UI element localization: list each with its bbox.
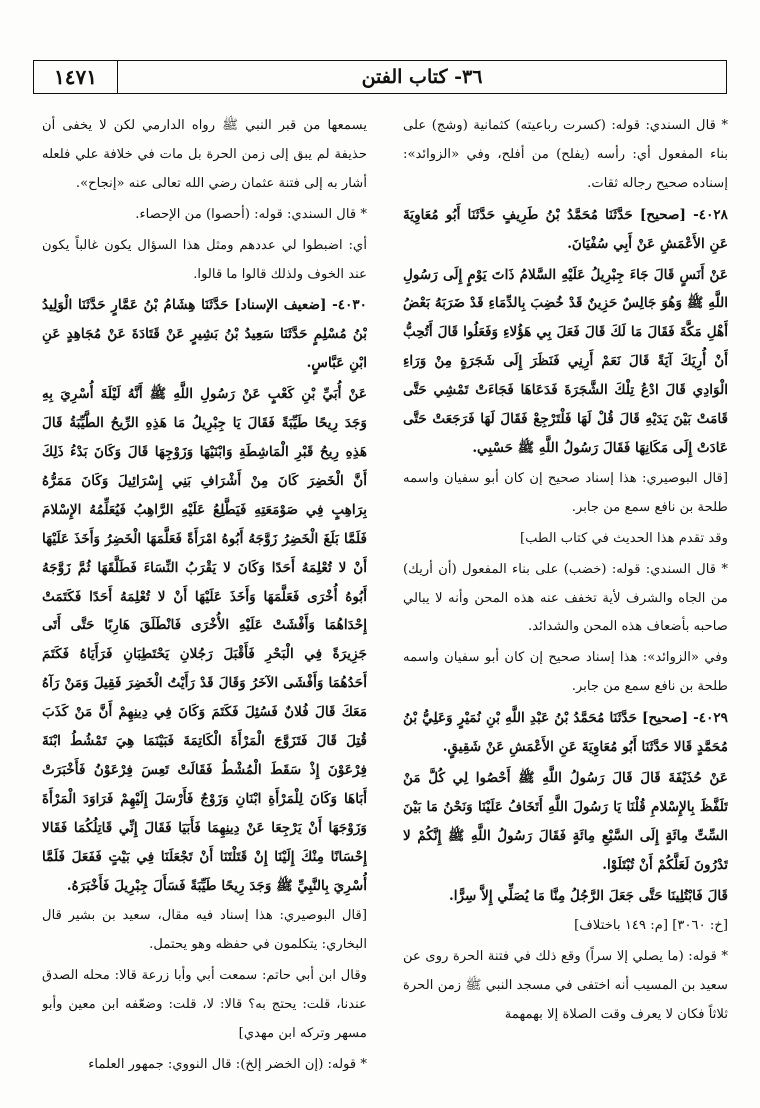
paragraph: وقال ابن أبي حاتم: سمعت أبي وأبا زرعة قالا: محله الصدق عندنا، قلت: يحتج به؟ قالا: لا، قلت: وضعّفه ابن معين وأبو مسهر وتركه ابن مهدي]	[42, 968, 367, 1042]
paragraph: قَالَ فَابْتُلِينَا حَتَّى جَعَلَ الرَّجُلُ مِنَّا مَا يُصَلِّي إِلاَّ سِرًّا.	[449, 887, 728, 904]
paragraph: ٤٠٢٩- [صحيح] حَدَّثَنَا مُحَمَّدُ بْنُ عَبْدِ اللَّهِ بْنِ نُمَيْرٍ وَعَلِيُّ بْنُ مُحَمَّدٍ قَالا حَدَّثَنَا أَبُو مُعَاوِيَةَ عَنِ الأَعْمَشِ عَنْ شَقِيقٍ.	[403, 710, 728, 756]
paragraph: * قال السندي: قوله: (أحصوا) من الإحصاء.	[135, 206, 367, 222]
paragraph: عَنْ حُذَيْفَةَ قَالَ قَالَ رَسُولُ اللَّهِ ﷺ أَحْصُوا لِي كُلَّ مَنْ تَلَفَّظَ بِالإِسْلامِ قُلْنَا يَا رَسُولَ اللَّهِ أَتَخَافُ عَلَيْنَا وَنَحْنُ مَا بَيْنَ السِّتِّ مِائَةٍ إِلَى السَّبْعِ مِائَةٍ فَقَالَ رَسُولُ اللَّهِ ﷺ إِنَّكُمْ لا تَدْرُونَ لَعَلَّكُمْ أَنْ تُبْتَلَوْا.	[403, 769, 728, 873]
paragraph: عَنْ أُبَيِّ بْنِ كَعْبٍ عَنْ رَسُولِ اللَّهِ ﷺ أَنَّهُ لَيْلَةَ أُسْرِيَ بِهِ وَجَدَ رِيحًا طَيِّبَةً فَقَالَ يَا جِبْرِيلُ مَا هَذِهِ الرِّيحُ الطَّيِّبَةُ قَالَ هَذِهِ رِيحُ قَبْرِ الْمَاشِطَةِ وَابْنَيْهَا وَزَوْجِهَا قَالَ وَكَانَ بَدْءُ ذَلِكَ أَنَّ الْخَضِرَ كَانَ مِنْ أَشْرَافِ بَنِي إِسْرَائِيلَ وَكَانَ مَمَرُّهُ بِرَاهِبٍ فِي صَوْمَعَتِهِ فَيَطَّلِعُ عَلَيْهِ الرَّاهِبُ فَيُعَلِّمُهُ الإِسْلامَ فَلَمَّا بَلَغَ الْخَضِرُ زَوَّجَهُ أَبُوهُ امْرَأَةً فَعَلَّمَهَا الْخَضِرُ وَأَخَذَ عَلَيْهَا أَنْ لا تُعْلِمَهُ أَحَدًا وَكَانَ لا يَقْرَبُ النِّسَاءَ فَطَلَّقَهَا ثُمَّ زَوَّجَهُ أَبُوهُ أُخْرَى فَعَلَّمَهَا وَأَخَذَ عَلَيْهَا أَنْ لا تُعْلِمَهُ أَحَدًا فَكَتَمَتْ إِحْدَاهُمَا وَأَفْشَتْ عَلَيْهِ الأُخْرَى فَانْطَلَقَ هَارِبًا حَتَّى أَتَى جَزِيرَةً فِي الْبَحْرِ فَأَقْبَلَ رَجُلانِ يَحْتَطِبَانِ فَرَأَيَاهُ فَكَتَمَ أَحَدُهُمَا وَأَفْشَى الآخَرُ وَقَالَ قَدْ رَأَيْتُ الْخَضِرَ فَقِيلَ وَمَنْ رَآهُ مَعَكَ قَالَ فُلانٌ فَسُئِلَ فَكَتَمَ وَكَانَ فِي دِينِهِمْ أَنَّ مَنْ كَذَبَ قُتِلَ قَالَ فَتَزَوَّجَ الْمَرْأَةَ الْكَاتِمَةَ فَبَيْنَمَا هِيَ تَمْشُطُ ابْنَةَ فِرْعَوْنَ إِذْ سَقَطَ الْمُشْطُ فَقَالَتْ تَعِسَ فِرْعَوْنُ فَأَخْبَرَتْ أَبَاهَا وَكَانَ لِلْمَرْأَةِ ابْنَانِ وَزَوْجٌ فَأَرْسَلَ إِلَيْهِمْ فَرَاوَدَ الْمَرْأَةَ وَزَوْجَهَا أَنْ يَرْجِعَا عَنْ دِينِهِمَا فَأَبَيَا فَقَالَ إِنِّي قَاتِلُكُمَا فَقَالا إِحْسَانًا مِنْكَ إِلَيْنَا إِنْ قَتَلْتَنَا أَنْ تَجْعَلَنَا فِي بَيْتٍ فَفَعَلَ فَلَمَّا أُسْرِيَ بِالنَّبِيِّ ﷺ وَجَدَ رِيحًا طَيِّبَةً فَسَأَلَ جِبْرِيلَ فَأَخْبَرَهُ.	[42, 386, 367, 894]
page-number: ١٤٧١	[34, 61, 118, 93]
paragraph: أي: اضبطوا لي عددهم ومثل هذا السؤال يكون غالباً يكون عند الخوف ولذلك قالوا ما قالوا.	[42, 237, 367, 282]
left-column	[42, 112, 367, 1078]
paragraph: * قوله: (ما يصلي إلا سراً) وقع ذلك في فتنة الحرة روى عن سعيد بن المسيب أنه اختفى في مسجد النبي ﷺ زمن الحرة ثلاثاً فكان لا يعرف وقت الصلاة إلا بهمهمة	[403, 949, 728, 1023]
paragraph: * قال السندي: قوله: (خضب) على بناء المفعول (أن أريك) من الجاه والشرف لأية تخفف عنه هذه المحن وأنه لا يبالي صاحبه بأضعاف هذه المحن والشدائد.	[403, 561, 728, 635]
page-header	[33, 60, 727, 94]
paragraph: [قال البوصيري: هذا إسناد فيه مقال، سعيد بن بشير قال البخاري: يتكلمون في حفظه وهو يحتمل.	[42, 908, 367, 953]
paragraph: عَنْ أَنَسٍ قَالَ جَاءَ جِبْرِيلُ عَلَيْهِ السَّلامُ ذَاتَ يَوْمٍ إِلَى رَسُولِ اللَّهِ ﷺ وَهُوَ جَالِسٌ حَزِينٌ قَدْ خُضِبَ بِالدِّمَاءِ قَدْ ضَرَبَهُ بَعْضُ أَهْلِ مَكَّةَ فَقَالَ مَا لَكَ قَالَ فَعَلَ بِي هَؤُلاءِ وَفَعَلُوا قَالَ أَتُحِبُّ أَنْ أُرِيَكَ آيَةً قَالَ نَعَمْ أَرِنِي فَنَظَرَ إِلَى شَجَرَةٍ مِنْ وَرَاءِ الْوَادِي قَالَ ادْعُ تِلْكَ الشَّجَرَةَ فَدَعَاهَا فَجَاءَتْ تَمْشِي حَتَّى قَامَتْ بَيْنَ يَدَيْهِ قَالَ قُلْ لَهَا فَلْتَرْجِعْ فَقَالَ لَهَا فَرَجَعَتْ حَتَّى عَادَتْ إِلَى مَكَانِهَا فَقَالَ رَسُولُ اللَّهِ ﷺ حَسْبِي.	[403, 266, 728, 456]
paragraph: ٤٠٢٨- [صحيح] حَدَّثَنَا مُحَمَّدُ بْنُ طَرِيفٍ حَدَّثَنَا أَبُو مُعَاوِيَةَ عَنِ الأَعْمَشِ عَنْ أَبِي سُفْيَانَ.	[403, 206, 728, 252]
paragraph: * قوله: (إن الخضر إلخ): قال النووي: جمهور العلماء	[88, 1057, 367, 1072]
paragraph: يسمعها من قبر النبي ﷺ رواه الدارمي لكن لا يخفى أن حذيفة لم يبق إلى زمن الحرة بل مات في خلافة علي فلعله أشار به إلى فتنة عثمان رضي الله تعالى عنه «إنجاح».	[42, 118, 367, 191]
chapter-title: ٣٦- كتاب الفتن	[361, 66, 483, 88]
paragraph: ٤٠٣٠- [ضعيف الإسناد] حَدَّثَنَا هِشَامُ بْنُ عَمَّارٍ حَدَّثَنَا الْوَلِيدُ بْنُ مُسْلِمٍ حَدَّثَنَا سَعِيدُ بْنُ بَشِيرٍ عَنْ قَتَادَةَ عَنْ مُجَاهِدٍ عَنِ ابْنِ عَبَّاسٍ.	[42, 297, 367, 372]
paragraph: * قال السندي: قوله: (كسرت رباعيته) كثمانية (وشج) على بناء المفعول أي: رأسه (يفلح) من أفلح، وفي «الزوائد»: إسناده صحيح رجاله ثقات.	[403, 118, 728, 191]
paragraph: وفي «الزوائد»: هذا إسناد صحيح إن كان أبو سفيان واسمه طلحة بن نافع سمع من جابر.	[403, 650, 728, 695]
paragraph: [خ: ٣٠٦٠] [م: ١٤٩ باختلاف]	[574, 918, 728, 934]
right-column	[403, 112, 728, 1078]
paragraph: وقد تقدم هذا الحديث في كتاب الطب]	[519, 530, 728, 546]
paragraph: [قال البوصيري: هذا إسناد صحيح إن كان أبو سفيان واسمه طلحة بن نافع سمع من جابر.	[403, 470, 728, 515]
